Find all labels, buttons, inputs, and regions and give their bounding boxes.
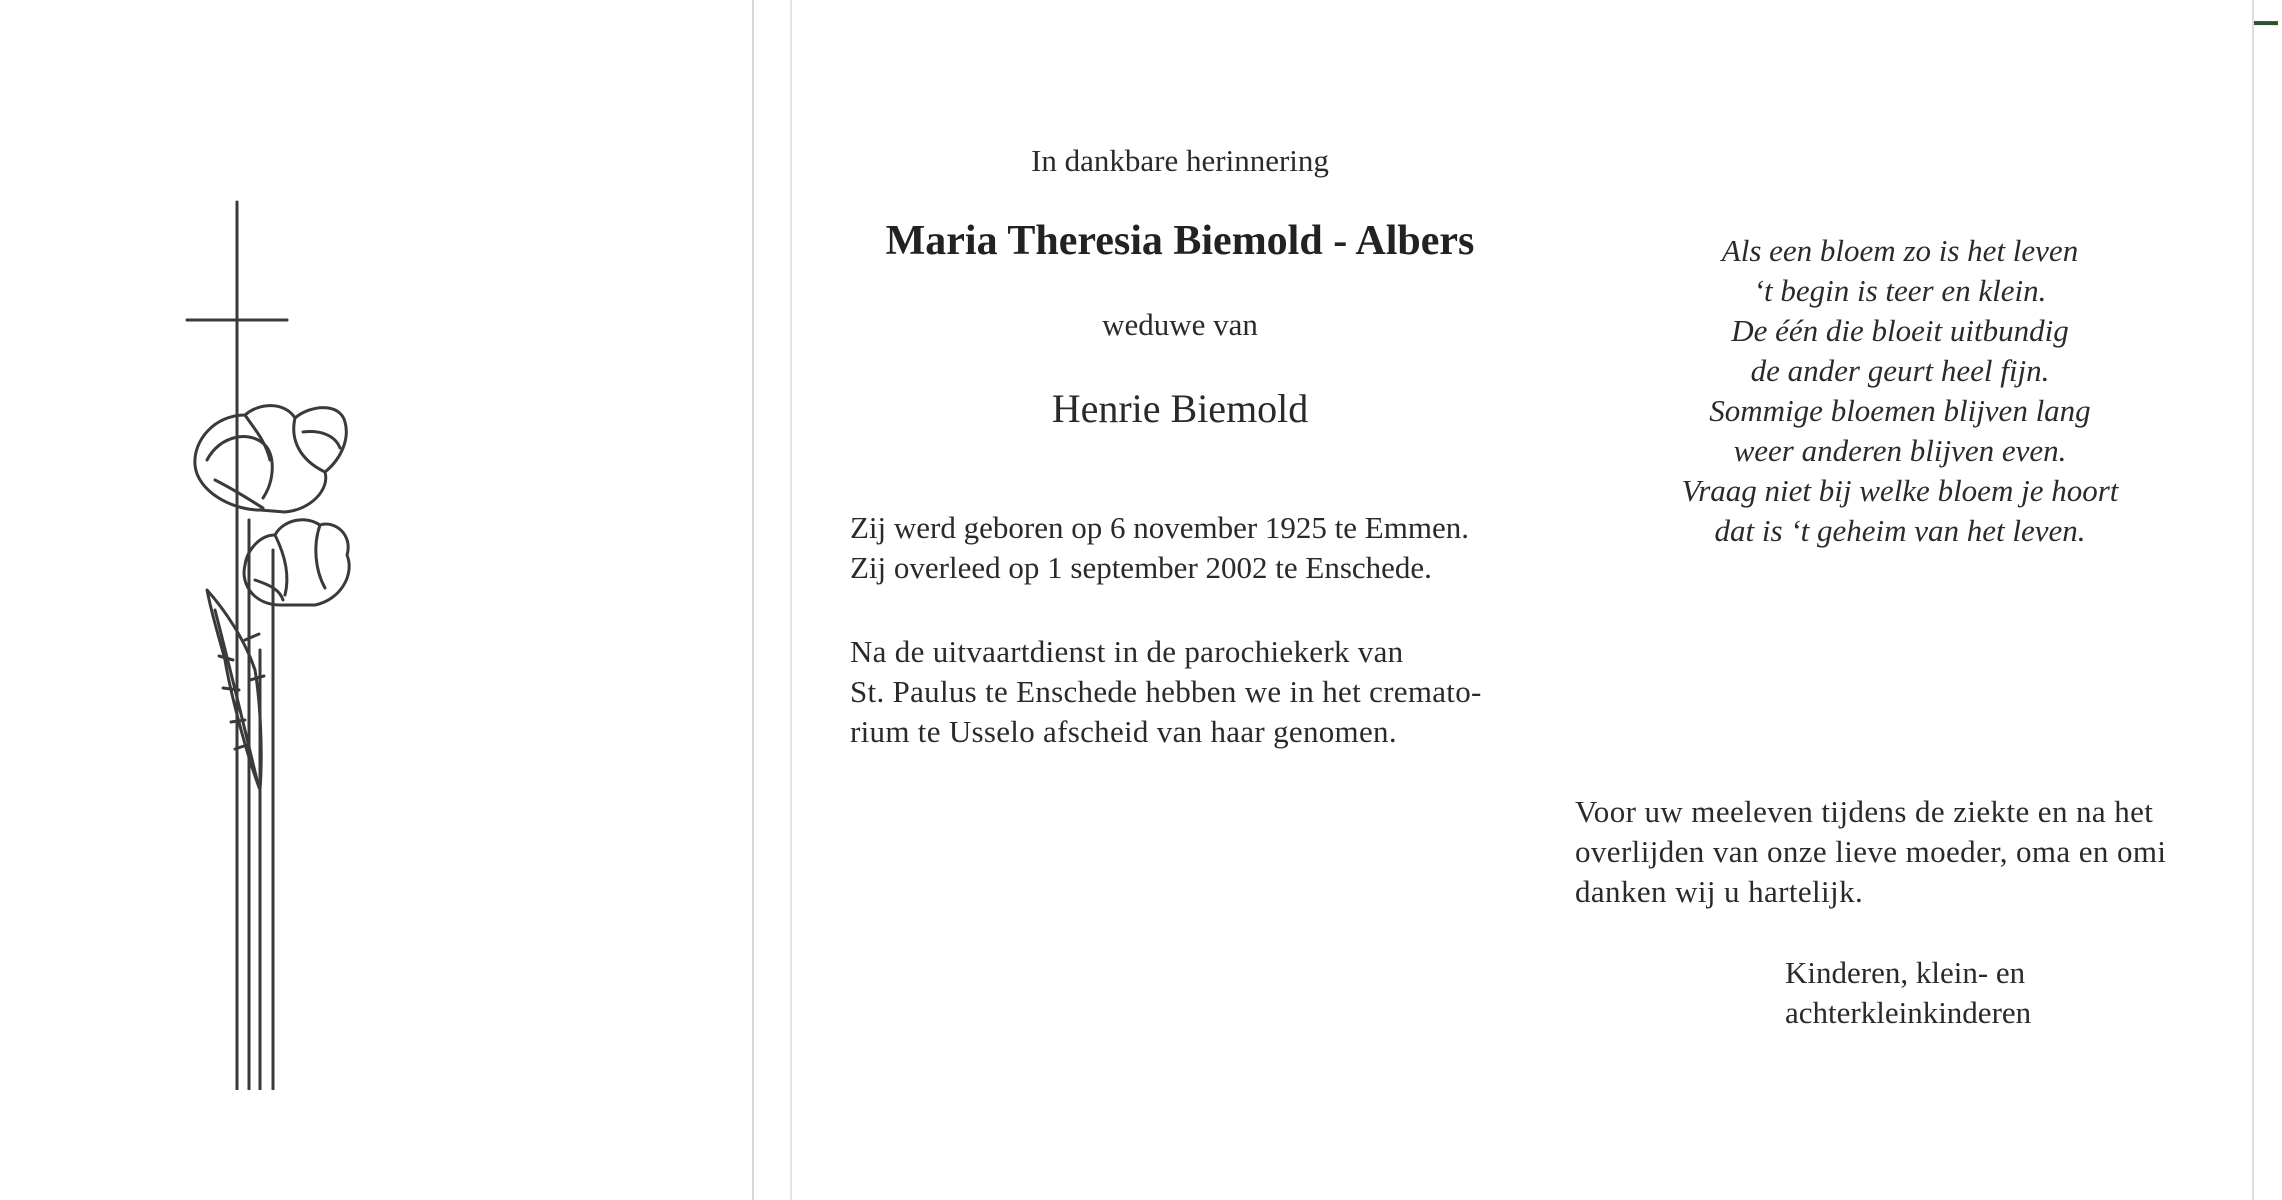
cross-with-poppies-icon bbox=[135, 190, 365, 1090]
thanks-paragraph bbox=[1575, 792, 2215, 912]
service-line: rium te Usselo afscheid van haar genomen. bbox=[850, 714, 1397, 749]
poem-line: de ander geurt heel fijn. bbox=[1750, 353, 2050, 388]
poem-line: weer anderen blijven even. bbox=[1733, 433, 2067, 468]
service-line: Na de uitvaartdienst in de parochiekerk van bbox=[850, 634, 1404, 669]
card-cover-panel bbox=[0, 0, 754, 1200]
poem bbox=[1600, 231, 2200, 551]
deceased-name: Maria Theresia Biemold - Albers bbox=[885, 218, 1475, 264]
service-line: St. Paulus te Enschede hebben we in het cremato- bbox=[850, 674, 1482, 709]
thanks-line: overlijden van onze lieve moeder, oma en omi bbox=[1575, 834, 2167, 869]
poem-line: De één die bloeit uitbundig bbox=[1731, 313, 2069, 348]
spouse-name: Henrie Biemold bbox=[1051, 386, 1309, 431]
birth-line: Zij werd geboren op 6 november 1925 te Emmen. bbox=[850, 510, 1469, 545]
signature bbox=[1785, 953, 2185, 1033]
death-line: Zij overleed op 1 september 2002 te Enschede. bbox=[850, 550, 1432, 585]
thanks-line: danken wij u hartelijk. bbox=[1575, 874, 1864, 909]
widow-of-text: weduwe van bbox=[1102, 307, 1258, 342]
thanks-line: Voor uw meeleven tijdens de ziekte en na het bbox=[1575, 794, 2154, 829]
poem-line: dat is ‘t geheim van het leven. bbox=[1714, 513, 2086, 548]
poem-line: Sommige bloemen blijven lang bbox=[1709, 393, 2091, 428]
poem-line: ‘t begin is teer en klein. bbox=[1753, 273, 2047, 308]
service-paragraph bbox=[850, 632, 1510, 752]
life-dates bbox=[850, 508, 1510, 588]
poem-line: Vraag niet bij welke bloem je hoort bbox=[1681, 473, 2119, 508]
poem-line: Als een bloem zo is het leven bbox=[1721, 233, 2079, 268]
intro-text: In dankbare herinnering bbox=[1031, 143, 1329, 178]
signature-line: achterkleinkinderen bbox=[1785, 995, 2032, 1030]
signature-line: Kinderen, klein- en bbox=[1785, 955, 2026, 990]
